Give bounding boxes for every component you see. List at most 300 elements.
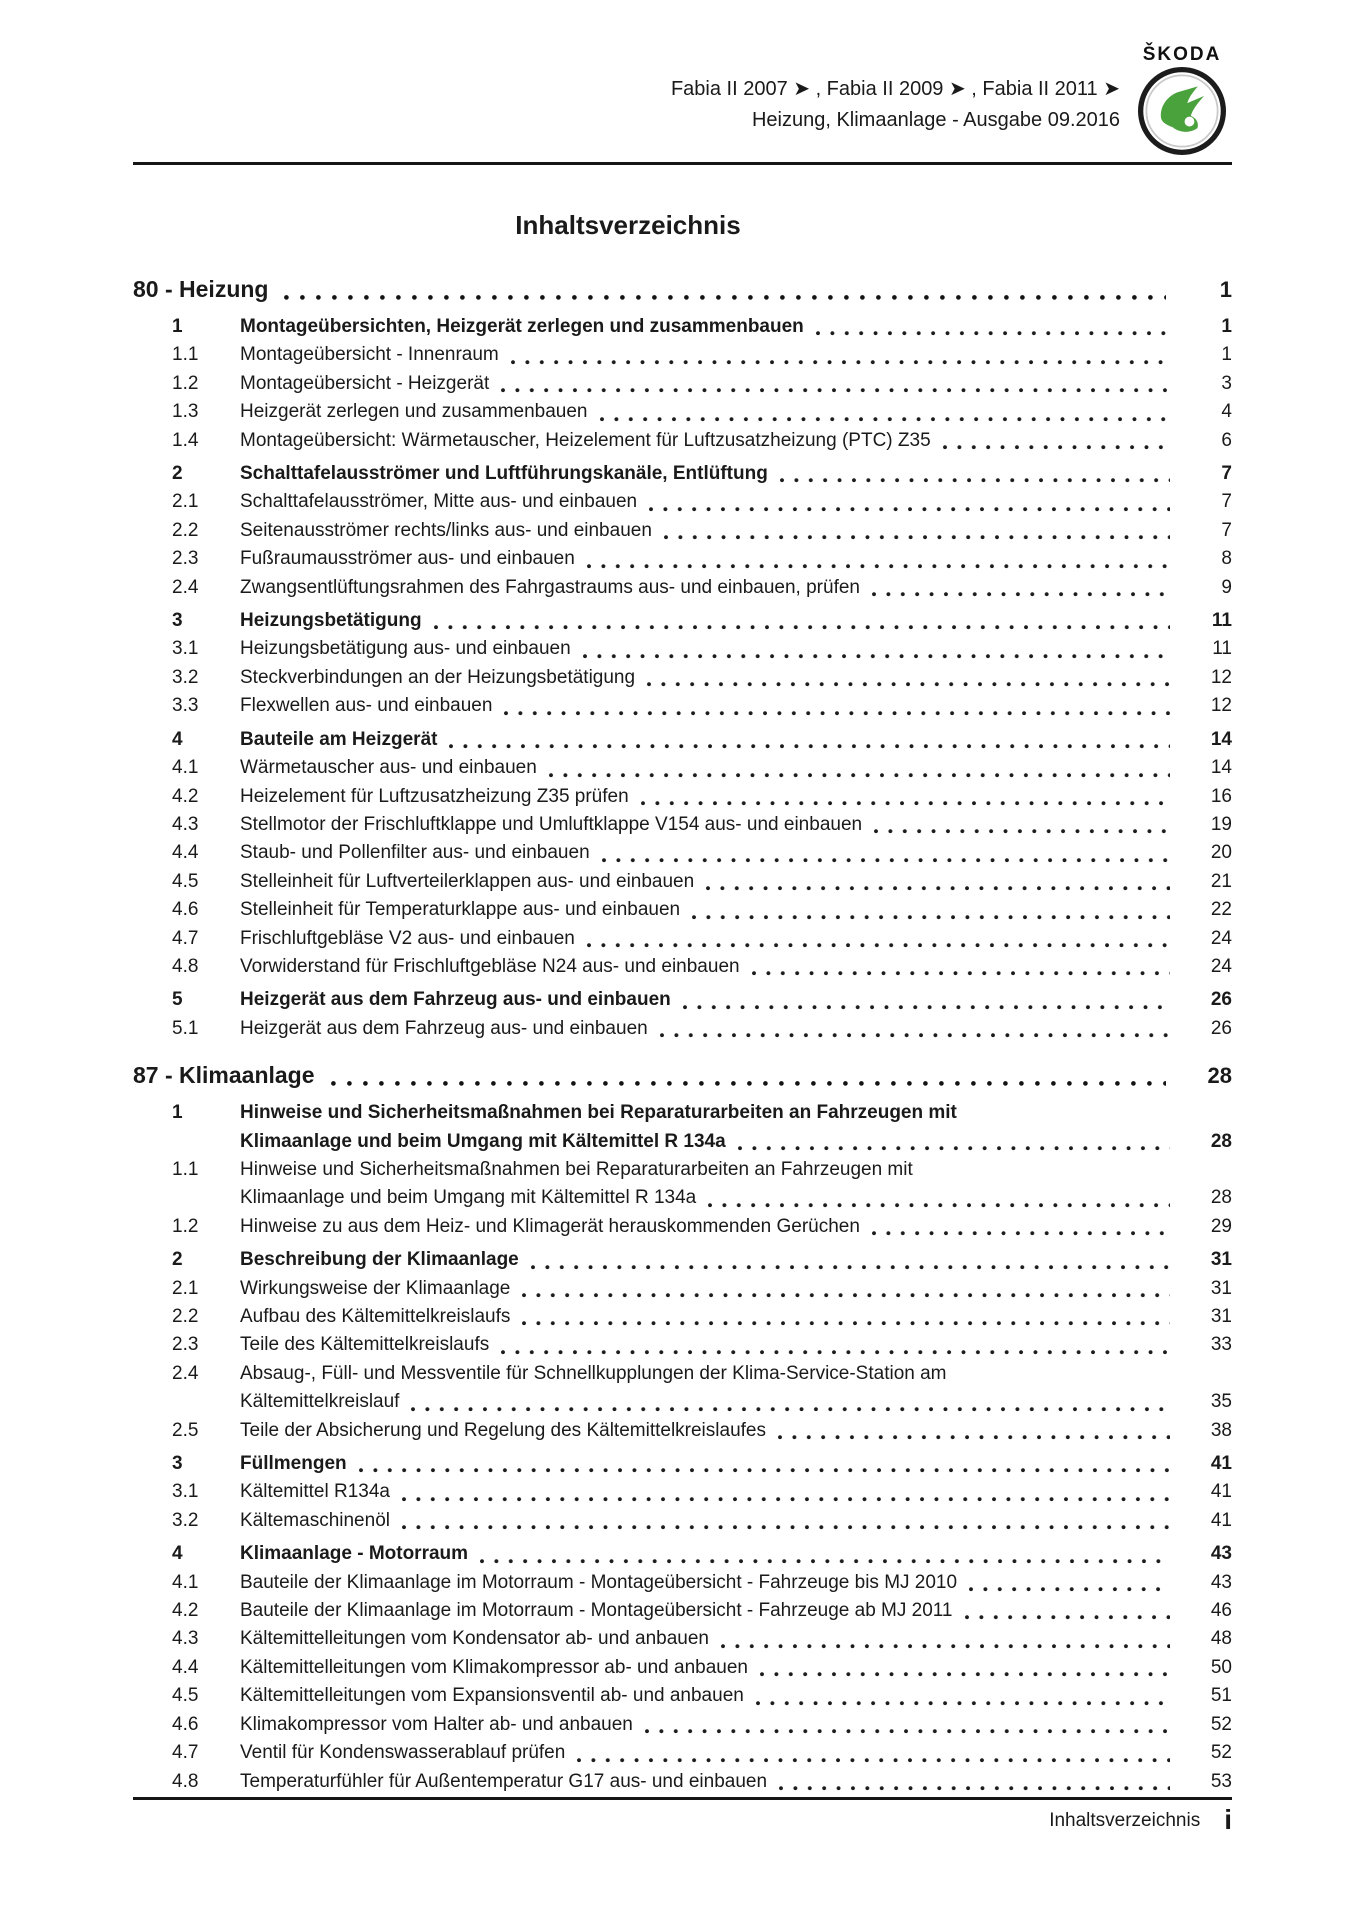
entry-page-number: 8 (1221, 548, 1232, 570)
dot-leader (501, 388, 1170, 393)
entry-body (240, 1654, 1180, 1682)
footer-page-number: i (1224, 1804, 1232, 1835)
entry-last-line (240, 1128, 1180, 1156)
toc-entry (133, 313, 1232, 341)
entry-number: 4.5 (172, 870, 199, 892)
entry-text-line: Heizungsbetätigung (240, 610, 422, 632)
entry-last-line (240, 1654, 1180, 1682)
dot-leader (522, 1293, 1170, 1298)
dot-leader (549, 773, 1170, 778)
entry-page-number: 26 (1210, 989, 1232, 1011)
dot-leader (331, 1081, 1166, 1086)
dot-leader (943, 445, 1170, 450)
entry-body (240, 1768, 1180, 1796)
chapter-heading (133, 1057, 1232, 1094)
dot-leader (402, 1497, 1170, 1502)
entry-number: 4.4 (172, 842, 199, 864)
entry-number: 4.3 (172, 813, 199, 835)
entry-text-line: Hinweise und Sicherheitsmaßnahmen bei Reparaturarbeiten an Fahrzeugen mit (240, 1158, 913, 1180)
toc-entry (133, 635, 1232, 663)
toc-entry (133, 1711, 1232, 1739)
entry-text-line: Wärmetauscher aus- und einbauen (240, 757, 537, 779)
entry-last-line (240, 1388, 1180, 1416)
entry-last-line (240, 635, 1180, 663)
toc-entry (133, 1450, 1232, 1478)
dot-leader (359, 1468, 1170, 1473)
toc-entry (133, 1246, 1232, 1274)
entry-text-line: Absaug-, Füll- und Messventile für Schnellkupplungen der Klima-Service-Station am (240, 1362, 947, 1384)
entry-page-number: 14 (1210, 757, 1232, 779)
toc-entry (133, 545, 1232, 573)
dot-leader (872, 592, 1170, 597)
entry-last-line (240, 986, 1180, 1014)
entry-body (240, 1682, 1180, 1710)
entry-number: 4.4 (172, 1656, 199, 1678)
entry-number: 1.1 (172, 344, 199, 366)
toc-entry (133, 370, 1232, 398)
dot-leader (756, 1701, 1170, 1706)
entry-last-line (240, 398, 1180, 426)
dot-leader (504, 711, 1170, 716)
entry-last-line (240, 1331, 1180, 1359)
entry-last-line (240, 692, 1180, 720)
entry-text-line: Montageübersicht - Innenraum (240, 344, 499, 366)
toc-entry (133, 1682, 1232, 1710)
entry-page-number: 1 (1221, 316, 1232, 337)
toc-entry (133, 1739, 1232, 1767)
entry-last-line (240, 726, 1180, 754)
entry-text-line: Beschreibung der Klimaanlage (240, 1249, 519, 1271)
entry-number: 4.8 (172, 1770, 199, 1792)
entry-last-line (240, 1184, 1180, 1212)
entry-body (240, 1360, 1180, 1417)
footer-label: Inhaltsverzeichnis (1049, 1810, 1201, 1831)
toc-entry (133, 811, 1232, 839)
dot-leader (780, 478, 1170, 483)
entry-last-line (240, 1478, 1180, 1506)
dot-leader (587, 564, 1170, 569)
entry-page-number: 6 (1221, 429, 1232, 451)
dot-leader (752, 971, 1170, 976)
entry-page-number: 41 (1210, 1453, 1232, 1475)
entry-text-line: Teile der Absicherung und Regelung des Kältemittelkreislaufes (240, 1419, 766, 1441)
entry-last-line (240, 811, 1180, 839)
entry-last-line (240, 1417, 1180, 1445)
dot-leader (738, 1146, 1170, 1151)
document-footer (133, 1797, 1232, 1835)
entry-number: 3 (172, 610, 183, 632)
dot-leader (965, 1615, 1171, 1620)
chapter-title: 87 - Klimaanlage (133, 1062, 315, 1089)
entry-last-line (240, 664, 1180, 692)
entry-text-line: Seitenausströmer rechts/links aus- und einbauen (240, 519, 652, 541)
entry-number: 4 (172, 1543, 183, 1565)
entry-body (240, 398, 1180, 426)
entry-page-number: 38 (1210, 1419, 1232, 1441)
entry-text-line: Heizgerät zerlegen und zusammenbauen (240, 401, 588, 423)
entry-number: 1.2 (172, 372, 199, 394)
skoda-logo (1130, 44, 1234, 160)
toc-entry (133, 1015, 1232, 1043)
entry-page-number: 7 (1221, 491, 1232, 513)
dot-leader (284, 295, 1166, 300)
entry-last-line (240, 1450, 1180, 1478)
toc-entry (133, 754, 1232, 782)
entry-last-line (240, 1213, 1180, 1241)
dot-leader (501, 1350, 1170, 1355)
entry-number: 2 (172, 1249, 183, 1271)
entry-number: 4.6 (172, 899, 199, 921)
entry-page-number: 22 (1210, 899, 1232, 921)
entry-number: 3 (172, 1453, 183, 1475)
entry-page-number: 21 (1210, 870, 1232, 892)
entry-text-line: Füllmengen (240, 1453, 347, 1475)
entry-last-line (240, 574, 1180, 602)
entry-page-number: 50 (1210, 1656, 1232, 1678)
entry-number: 2.4 (172, 1362, 199, 1384)
toc-entry (133, 574, 1232, 602)
dot-leader (760, 1672, 1170, 1677)
entry-body (240, 1156, 1180, 1213)
entry-text-line: Zwangsentlüftungsrahmen des Fahrgastraums aus- und einbauen, prüfen (240, 576, 860, 598)
entry-text-line: Montageübersicht: Wärmetauscher, Heizelement für Luftzusatzheizung (PTC) Z35 (240, 429, 931, 451)
entry-number: 4.7 (172, 927, 199, 949)
entry-body (240, 341, 1180, 369)
entry-last-line (240, 1540, 1180, 1568)
entry-text-line: Kältemittelkreislauf (240, 1391, 400, 1413)
toc-entry (133, 1099, 1232, 1156)
entry-page-number: 7 (1221, 463, 1232, 485)
entry-body (240, 1739, 1180, 1767)
entry-last-line (240, 1682, 1180, 1710)
dot-leader (511, 360, 1170, 365)
entry-last-line (240, 1507, 1180, 1535)
toc-entry (133, 1213, 1232, 1241)
dot-leader (641, 801, 1170, 806)
dot-leader (969, 1587, 1170, 1592)
chapter-page-number: 1 (1219, 277, 1232, 302)
entry-body (240, 896, 1180, 924)
entry-last-line (240, 783, 1180, 811)
entry-page-number: 7 (1221, 519, 1232, 541)
entry-body (240, 1213, 1180, 1241)
toc-entry (133, 1540, 1232, 1568)
dot-leader (531, 1265, 1170, 1270)
toc-entry (133, 1156, 1232, 1213)
entry-text-line: Bauteile am Heizgerät (240, 728, 438, 750)
entry-text-line: Bauteile der Klimaanlage im Motorraum - Montageübersicht - Fahrzeuge ab MJ 2011 (240, 1600, 953, 1622)
entry-number: 1.3 (172, 401, 199, 423)
entry-page-number: 19 (1210, 813, 1232, 835)
header-text (671, 74, 1120, 136)
toc-entry (133, 1275, 1232, 1303)
entry-text-line: Steckverbindungen an der Heizungsbetätigung (240, 666, 636, 688)
entry-text-line: Kältemittel R134a (240, 1481, 390, 1503)
entry-number: 4.1 (172, 1571, 199, 1593)
entry-page-number: 41 (1210, 1509, 1232, 1531)
entry-body (240, 607, 1180, 635)
dot-leader (434, 625, 1170, 630)
entry-text-line: Stelleinheit für Temperaturklappe aus- und einbauen (240, 899, 681, 921)
entry-number: 1 (172, 316, 183, 337)
entry-page-number: 52 (1210, 1713, 1232, 1735)
entry-number: 3.1 (172, 1481, 199, 1503)
entry-body (240, 1331, 1180, 1359)
entry-text-line: Heizgerät aus dem Fahrzeug aus- und einbauen (240, 1017, 648, 1039)
entry-text-line: Aufbau des Kältemittelkreislaufs (240, 1306, 511, 1327)
header-subtitle-line: Heizung, Klimaanlage - Ausgabe 09.2016 (751, 109, 1120, 131)
entry-number: 2 (172, 463, 183, 485)
entry-text-line: Ventil für Kondenswasserablauf prüfen (240, 1742, 566, 1764)
dot-leader (692, 915, 1170, 920)
entry-text-line: Klimaanlage und beim Umgang mit Kältemittel R 134a (240, 1187, 697, 1209)
entry-page-number: 31 (1210, 1249, 1232, 1271)
entry-last-line (240, 1597, 1180, 1625)
toc-entry (133, 896, 1232, 924)
dot-leader (600, 417, 1171, 422)
entry-body (240, 1246, 1180, 1274)
entry-page-number: 16 (1210, 785, 1232, 807)
entry-last-line (240, 607, 1180, 635)
entry-body (240, 1625, 1180, 1653)
entry-last-line (240, 1015, 1180, 1043)
toc-entry (133, 1768, 1232, 1796)
entry-number: 2.4 (172, 576, 199, 598)
dot-leader (778, 1435, 1170, 1440)
page-content (133, 0, 1232, 1796)
dot-leader (816, 331, 1170, 336)
dot-leader (721, 1644, 1170, 1649)
toc-entry (133, 925, 1232, 953)
entry-number: 4.5 (172, 1685, 199, 1707)
entry-last-line (240, 896, 1180, 924)
entry-text-line: Vorwiderstand für Frischluftgebläse N24 aus- und einbauen (240, 955, 740, 977)
entry-text-line: Frischluftgebläse V2 aus- und einbauen (240, 927, 575, 949)
entry-page-number: 48 (1210, 1628, 1232, 1650)
dot-leader (779, 1786, 1170, 1791)
entry-text-line: Stellmotor der Frischluftklappe und Umluftklappe V154 aus- und einbauen (240, 813, 863, 835)
dot-leader (645, 1729, 1170, 1734)
toc-entry (133, 1331, 1232, 1359)
entry-last-line (240, 460, 1180, 488)
entry-last-line (240, 545, 1180, 573)
chapter-title: 80 - Heizung (133, 276, 269, 302)
dot-leader (649, 507, 1170, 512)
entry-last-line (240, 1625, 1180, 1653)
dot-leader (874, 829, 1170, 834)
entry-number: 1.2 (172, 1215, 199, 1237)
entry-number: 3.2 (172, 1509, 199, 1531)
entry-last-line (240, 1275, 1180, 1303)
entry-body (240, 1711, 1180, 1739)
entry-body (240, 664, 1180, 692)
entry-number: 2.1 (172, 1277, 199, 1299)
entry-body (240, 1303, 1180, 1331)
entry-page-number: 35 (1210, 1391, 1232, 1413)
entry-number: 4.3 (172, 1628, 199, 1650)
entry-body (240, 1417, 1180, 1445)
entry-body (240, 1099, 1180, 1156)
footer-rule (133, 1797, 1232, 1800)
entry-body (240, 953, 1180, 981)
entry-number: 3.1 (172, 638, 199, 660)
entry-last-line (240, 370, 1180, 398)
toc-entry (133, 1625, 1232, 1653)
entry-number: 4.7 (172, 1742, 199, 1764)
entry-body (240, 925, 1180, 953)
title-wrap (133, 196, 1123, 241)
entry-text-line: Staub- und Pollenfilter aus- und einbauen (240, 842, 590, 864)
entry-body (240, 1597, 1180, 1625)
toc-entry (133, 839, 1232, 867)
toc-entry (133, 664, 1232, 692)
toc-entry (133, 488, 1232, 516)
entry-text-line: Hinweise und Sicherheitsmaßnahmen bei Reparaturarbeiten an Fahrzeugen mit (240, 1102, 957, 1124)
dot-leader (522, 1321, 1170, 1326)
entry-body (240, 1569, 1180, 1597)
toc-entry (133, 692, 1232, 720)
entry-body (240, 370, 1180, 398)
entry-body (240, 692, 1180, 720)
dot-leader (583, 654, 1170, 659)
entry-page-number: 52 (1210, 1742, 1232, 1764)
entry-body (240, 1015, 1180, 1043)
entry-page-number: 41 (1210, 1481, 1232, 1503)
entry-page-number: 29 (1210, 1215, 1232, 1237)
entry-last-line (240, 925, 1180, 953)
entry-page-number: 12 (1210, 695, 1232, 717)
header-rule (133, 162, 1232, 165)
toc-entry (133, 1303, 1232, 1331)
entry-body (240, 517, 1180, 545)
chapter-page-number: 28 (1207, 1063, 1232, 1089)
entry-body (240, 868, 1180, 896)
entry-page-number: 28 (1210, 1187, 1232, 1209)
toc-entry (133, 607, 1232, 635)
entry-number: 4.8 (172, 955, 199, 977)
entry-text-line: Temperaturfühler für Außentemperatur G17 aus- und einbauen (240, 1770, 768, 1792)
entry-number: 5 (172, 989, 183, 1011)
entry-body (240, 754, 1180, 782)
entry-last-line (240, 488, 1180, 516)
entry-page-number: 20 (1210, 842, 1232, 864)
dot-leader (480, 1559, 1170, 1564)
toc-entry (133, 1360, 1232, 1417)
entry-body (240, 574, 1180, 602)
entry-page-number: 33 (1210, 1334, 1232, 1356)
entry-text-line: Flexwellen aus- und einbauen (240, 695, 493, 717)
entry-body (240, 1478, 1180, 1506)
footer-line (133, 1804, 1232, 1835)
entry-text-line: Heizelement für Luftzusatzheizung Z35 prüfen (240, 785, 629, 807)
entry-text-line: Bauteile der Klimaanlage im Motorraum - Montageübersicht - Fahrzeuge bis MJ 2010 (240, 1571, 958, 1593)
entry-text-line: Heizgerät aus dem Fahrzeug aus- und einbauen (240, 989, 671, 1011)
entry-page-number: 46 (1210, 1600, 1232, 1622)
toc-entry (133, 427, 1232, 455)
entry-last-line (240, 868, 1180, 896)
entry-number: 4.1 (172, 757, 199, 779)
dot-leader (602, 858, 1170, 863)
entry-text-line: Heizungsbetätigung aus- und einbauen (240, 638, 571, 660)
entry-number: 2.3 (172, 548, 199, 570)
entry-body (240, 427, 1180, 455)
dot-leader (577, 1758, 1170, 1763)
toc-entry (133, 783, 1232, 811)
dot-leader (872, 1231, 1170, 1236)
toc-entry (133, 1597, 1232, 1625)
toc-entry (133, 398, 1232, 426)
entry-last-line (240, 754, 1180, 782)
entry-number: 1.4 (172, 429, 199, 451)
entry-last-line (240, 1246, 1180, 1274)
toc-entry (133, 460, 1232, 488)
entry-text-line: Schalttafelausströmer und Luftführungskanäle, Entlüftung (240, 463, 768, 485)
entry-page-number: 43 (1210, 1571, 1232, 1593)
dot-leader (411, 1407, 1170, 1412)
entry-text-line: Schalttafelausströmer, Mitte aus- und einbauen (240, 491, 638, 513)
entry-last-line (240, 1303, 1180, 1331)
toc-entry (133, 986, 1232, 1014)
entry-page-number: 4 (1221, 401, 1232, 423)
entry-last-line (240, 517, 1180, 545)
dot-leader (683, 1005, 1170, 1010)
dot-leader (647, 682, 1170, 687)
entry-body (240, 1450, 1180, 1478)
dot-leader (664, 535, 1170, 540)
entry-text-line: Hinweise zu aus dem Heiz- und Klimagerät herauskommenden Gerüchen (240, 1215, 860, 1237)
entry-last-line (240, 341, 1180, 369)
entry-last-line (240, 427, 1180, 455)
entry-number: 3.2 (172, 666, 199, 688)
entry-page-number: 51 (1210, 1685, 1232, 1707)
dot-leader (706, 886, 1170, 891)
toc-entry (133, 1507, 1232, 1535)
page-title: Inhaltsverzeichnis (515, 210, 741, 240)
dot-leader (449, 744, 1170, 749)
entry-page-number: 43 (1210, 1543, 1232, 1565)
entry-page-number: 14 (1210, 728, 1232, 750)
entry-page-number: 1 (1221, 344, 1232, 366)
entry-number: 2.3 (172, 1334, 199, 1356)
entry-last-line (240, 1569, 1180, 1597)
entry-page-number: 28 (1210, 1130, 1232, 1152)
skoda-wordmark: ŠKODA (1142, 44, 1222, 65)
toc-entry (133, 341, 1232, 369)
entry-page-number: 11 (1211, 610, 1232, 632)
table-of-contents (133, 271, 1232, 1796)
toc-entry (133, 1417, 1232, 1445)
entry-page-number: 31 (1210, 1306, 1232, 1327)
entry-number: 4 (172, 728, 183, 750)
entry-last-line (240, 839, 1180, 867)
entry-page-number: 11 (1212, 638, 1232, 660)
entry-body (240, 986, 1180, 1014)
toc-entry (133, 1569, 1232, 1597)
document-header (133, 0, 1232, 196)
skoda-badge-icon (1138, 67, 1226, 155)
dot-leader (402, 1525, 1170, 1530)
entry-page-number: 24 (1210, 927, 1232, 949)
dot-leader (660, 1033, 1170, 1038)
entry-last-line (240, 1711, 1180, 1739)
entry-last-line (240, 313, 1180, 341)
toc-entry (133, 1654, 1232, 1682)
toc-entry (133, 1478, 1232, 1506)
entry-text-line: Montageübersicht - Heizgerät (240, 372, 490, 394)
entry-number: 4.2 (172, 785, 199, 807)
entry-page-number: 9 (1221, 576, 1232, 598)
entry-text-line: Fußraumausströmer aus- und einbauen (240, 548, 575, 570)
